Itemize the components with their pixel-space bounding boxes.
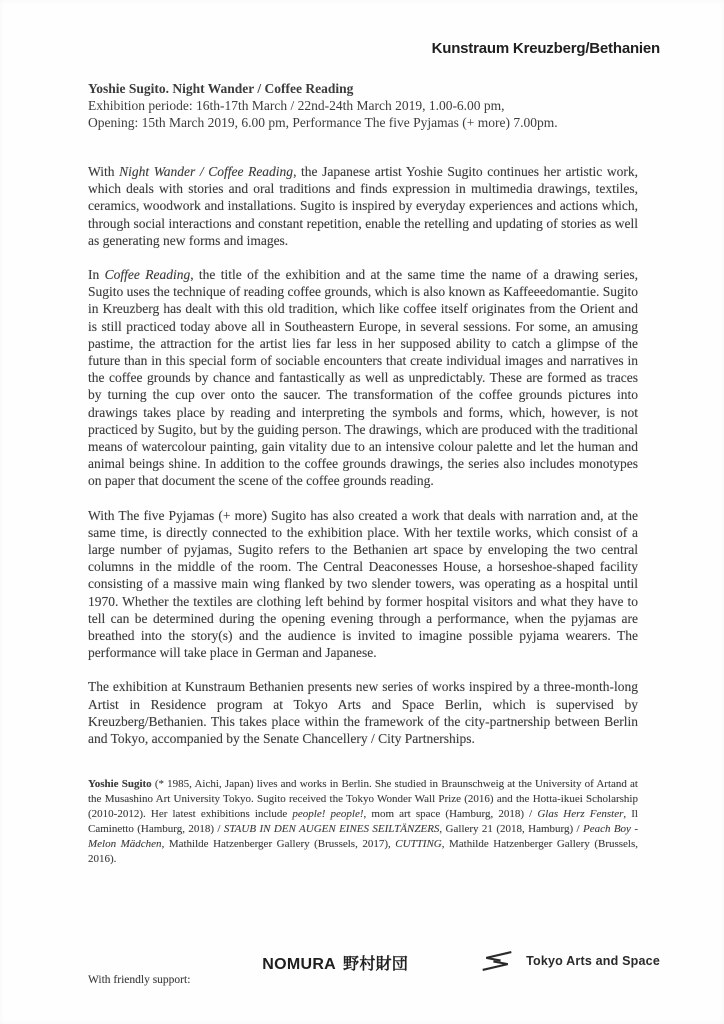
document-body <box>88 80 638 878</box>
paragraph-intro: With Night Wander / Coffee Reading, the Japanese artist Yoshie Sugito continues her artistic work, which deals with stories and oral traditions and finds expression in multimedia drawings, textiles, ceramics, woodwork and installations. Sugito is inspired by everyday experiences and actions which, through social interactions and constant repetition, enable the retelling and updating of stories as well as generating new forms and images. <box>88 164 638 248</box>
support-note: With friendly support: <box>88 974 191 986</box>
tokyo-arts-and-space-logo <box>480 948 660 974</box>
nomura-foundation-logo <box>262 951 408 974</box>
paragraph-residence-program: The exhibition at Kunstraum Bethanien presents new series of works inspired by a three-month-long Artist in Residence program at Tokyo Arts and Space Berlin, which is supervised by Kreuzberg/Bethanien. This takes place within the framework of the city-partnership between Berlin and Tokyo, accompanied by the Senate Chancellery / City Partnerships. <box>88 679 638 747</box>
exhibition-opening: Opening: 15th March 2019, 6.00 pm, Performance The five Pyjamas (+ more) 7.00pm. <box>88 115 558 130</box>
title-block <box>88 80 638 131</box>
artist-bio: Yoshie Sugito (* 1985, Aichi, Japan) lives and works in Berlin. She studied in Braunschweig at the University of Artand at the Musashino Art University Tokyo. Sugito received the Tokyo Wonder Wall Prize (2016) and the Hotta-ikuei Scholarship (2010-2012). Her latest exhibitions include people! people!, mom art space (Hamburg, 2018) / Glas Herz Fenster, Il Caminetto (Hamburg, 2018) / STAUB IN DEN AUGEN EINES SEILTÄNZERS, Gallery 21 (2018, Hamburg) / Peach Boy - Melon Mädchen, Mathilde Hatzenberger Gallery (Brussels, 2017), CUTTING, Mathilde Hatzenberger Gallery (Brussels, 2016). <box>88 778 639 866</box>
tokas-logo-label: Tokyo Arts and Space <box>526 954 660 968</box>
nomura-logo-latin: NOMURA <box>262 956 337 973</box>
footer <box>88 948 660 986</box>
exhibition-period: Exhibition periode: 16th-17th March / 22nd-24th March 2019, 1.00-6.00 pm, <box>88 98 505 113</box>
paragraph-coffee-reading: In Coffee Reading, the title of the exhibition and at the same time the name of a drawing series, Sugito uses the technique of reading coffee grounds, which is also known as Kaffeeedomantie. Sugito in Kreuzberg has dealt with this old tradition, which like coffee itself originates from the Orient and is still practiced today above all in Southeastern Europe, in several sessions. For some, an amusing pastime, the attraction for the artist lies far less in her supposed ability to catch a glimpse of the future than in this special form of sociable encounters that create individual images and narratives in the coffee grounds by chance and fantastically as well as unpredictably. These are formed as traces by turning the cup over onto the saucer. The transformation of the coffee grounds pictures into drawings takes place by reading and interpreting the symbols and forms, which, however, is not practiced by Sugito, but by the guiding person. The drawings, which are produced with the traditional means of watercolour painting, gain vitality due to an intensive colour palette and let the human and animal beings shine. In addition to the coffee grounds drawings, the series also includes monotypes on paper that document the scene of the coffee grounds reading. <box>88 267 639 489</box>
kunstraum-kreuzberg-bethanien-logo: Kunstraum Kreuzberg/Bethanien <box>431 40 660 57</box>
paragraph-five-pyjamas: With The five Pyjamas (+ more) Sugito has also created a work that deals with narration and, at the same time, is directly connected to the exhibition place. With her textile works, which consist of a large number of pyjamas, Sugito refers to the Bethanien art space by enveloping the two central columns in the middle of the room. The Central Deaconesses House, a horseshoe-shaped facility consisting of a massive main wing flanked by two slender towers, was operating as a hospital until 1970. Whether the textiles are clothing left behind by former hospital visitors and what they have to tell can be determined during the opening evening through a performance, when the pyjamas are breathed into the story(s) and the audience is invited to imagine possible pyjama wearers. The performance will take place in German and Japanese. <box>88 507 638 661</box>
tokas-ribbon-icon <box>480 948 514 974</box>
exhibition-title: Yoshie Sugito. Night Wander / Coffee Reading <box>88 81 354 96</box>
press-text <box>88 163 638 747</box>
nomura-logo-kanji: 野村財団 <box>343 956 409 973</box>
